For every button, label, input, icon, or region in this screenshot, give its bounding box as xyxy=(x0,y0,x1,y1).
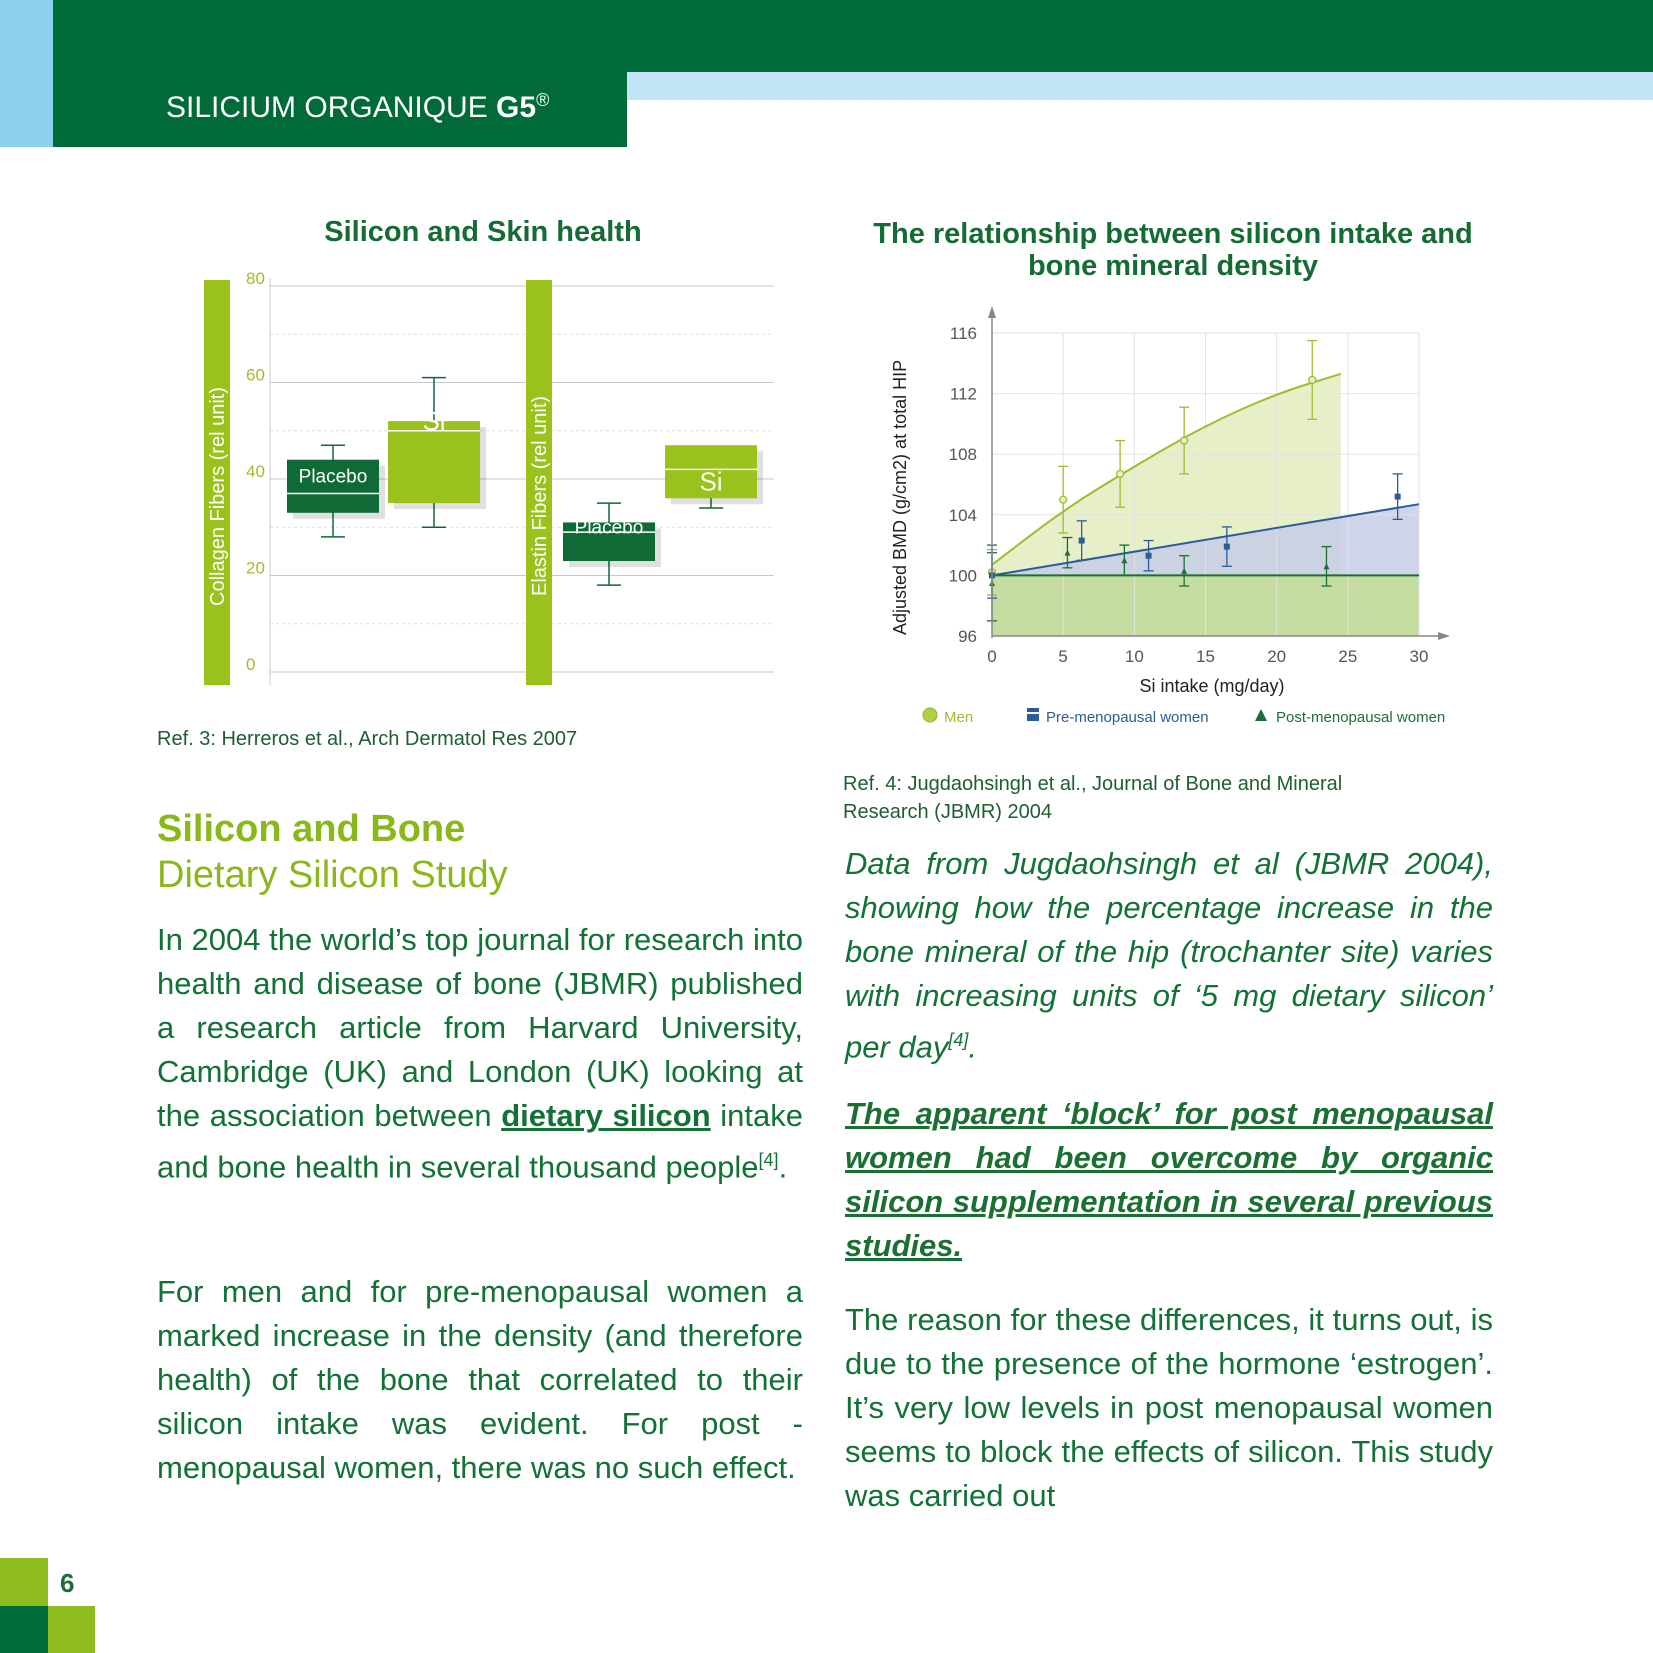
box-label: Si xyxy=(422,405,446,436)
bmd-y-tick: 104 xyxy=(948,505,977,525)
dietary-silicon-link[interactable]: dietary silicon xyxy=(501,1098,711,1133)
legend-post: Post-menopausal women xyxy=(1276,709,1446,726)
page-number: 6 xyxy=(60,1568,75,1598)
bmd-chart xyxy=(870,300,1470,740)
bmd-x-tick: 15 xyxy=(1196,647,1215,666)
skin-tick-label: 80 xyxy=(246,270,265,288)
bmd-y-tick: 108 xyxy=(948,445,977,465)
skin-tick-label: 20 xyxy=(246,558,265,578)
skin-tick-label: 0 xyxy=(246,655,256,674)
legend-pre: Pre-menopausal women xyxy=(1046,709,1209,726)
pre-point xyxy=(1395,494,1401,500)
legend-men: Men xyxy=(944,709,974,726)
pre-point xyxy=(1146,553,1152,559)
bmd-y-tick: 96 xyxy=(958,627,977,646)
section-title: Silicon and Bone xyxy=(157,808,466,850)
skin-chart xyxy=(190,270,790,690)
bmd-y-tick: 116 xyxy=(949,324,977,343)
legend-post-marker xyxy=(1255,709,1267,721)
bmd-x-tick: 30 xyxy=(1409,647,1429,666)
elastin-axis-label: Elastin Fibers (rel unit) xyxy=(529,395,551,596)
bmd-xlabel: Si intake (mg/day) xyxy=(1139,676,1285,696)
men-point xyxy=(1309,376,1316,383)
bmd-y-tick: 112 xyxy=(949,384,977,404)
legend-pre-marker xyxy=(1027,708,1039,721)
left-paragraph-1: In 2004 the world’s top journal for research into health and disease of bone (JBMR) published a research article from Harvard University, Cambridge (UK) and London (UK) looking at the association between dietary silicon intake and bone health in several thousand people[4]. xyxy=(157,922,803,1185)
bmd-ref-line2: Research (JBMR) 2004 xyxy=(843,801,1052,823)
box-label: Placebo xyxy=(574,517,644,539)
skin-tick-label: 40 xyxy=(246,462,265,481)
footer-square-3 xyxy=(48,1606,95,1653)
bmd-x-tick: 5 xyxy=(1058,647,1068,666)
pre-point xyxy=(1224,544,1230,550)
collagen-axis-label: Collagen Fibers (rel unit) xyxy=(207,387,229,606)
footer-square-1 xyxy=(0,1558,48,1606)
header-title: SILICIUM ORGANIQUE G5® xyxy=(166,90,550,124)
men-point xyxy=(1181,437,1188,444)
legend-men-marker xyxy=(923,708,937,722)
bmd-ref-line1: Ref. 4: Jugdaohsingh et al., Journal of Bone and Mineral xyxy=(843,773,1343,795)
bmd-x-arrow xyxy=(1438,632,1450,640)
bmd-chart-title xyxy=(830,218,1516,282)
pre-point xyxy=(1079,538,1085,544)
footer-square-2 xyxy=(0,1606,48,1653)
bmd-ylabel: Adjusted BMD (g/cm2) at total HIP xyxy=(890,359,910,635)
skin-chart-title: Silicon and Skin health xyxy=(324,216,642,248)
bmd-x-tick: 10 xyxy=(1124,647,1144,666)
bmd-chart-title-line1: The relationship between silicon intake and xyxy=(873,218,1473,250)
bmd-x-tick: 0 xyxy=(987,647,997,666)
bmd-x-tick: 20 xyxy=(1267,647,1287,666)
bmd-chart-reference xyxy=(843,770,1342,826)
skin-chart-reference: Ref. 3: Herreros et al., Arch Dermatol Res 2007 xyxy=(157,728,578,750)
men-point xyxy=(1060,496,1067,503)
header-accent-left xyxy=(0,0,53,147)
skin-tick-label: 60 xyxy=(246,365,265,385)
section-subtitle: Dietary Silicon Study xyxy=(157,854,508,896)
left-paragraph-2: For men and for pre-menopausal women a marked increase in the density (and therefore health) of the bone that correlated to their silicon intake was evident. For post - menopausal women, there was no such effect. xyxy=(157,1274,803,1485)
men-point xyxy=(1117,470,1124,477)
bmd-x-tick: 25 xyxy=(1338,647,1358,666)
header-bar xyxy=(53,0,1653,72)
bmd-chart-title-line2: bone mineral density xyxy=(1027,250,1319,282)
right-italic-paragraph: Data from Jugdaohsingh et al (JBMR 2004), showing how the percentage increase in the bone mineral of the hip (trochanter site) varies with increasing units of ‘5 mg dietary silicon’ per day[4]. xyxy=(845,846,1493,1065)
box-label: Si xyxy=(699,466,723,497)
right-emphasis-paragraph: The apparent ‘block’ for post menopausal women had been overcome by organic silicon supplementation in several previous studies. xyxy=(845,1096,1493,1263)
right-paragraph-3: The reason for these differences, it turns out, is due to the presence of the hormone ‘estrogen’. It’s very low levels in post menopausal women seems to block the effects of silicon. This study was carried out xyxy=(845,1302,1493,1513)
header-accent-strip xyxy=(627,72,1653,100)
bmd-y-arrow xyxy=(988,306,996,318)
box-label: Placebo xyxy=(298,466,368,488)
bmd-y-tick: 100 xyxy=(948,566,977,586)
